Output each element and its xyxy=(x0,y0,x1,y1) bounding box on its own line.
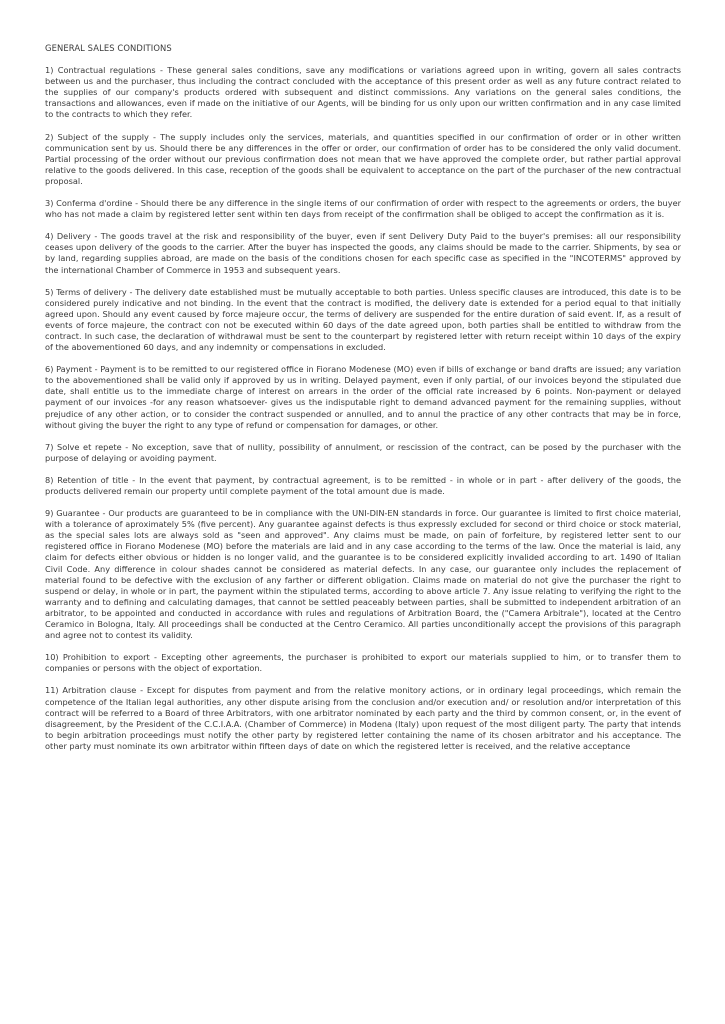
clause-3-conferma-ordine: 3) Conferma d'ordine - Should there be any difference in the single items of our confirmation of order with respect to the agreements or orders, the buyer who has not made a claim by registered letter sent within ten days from receipt of the confirmation shall be obliged to accept the confirmation as it is. xyxy=(45,198,681,220)
clause-11-arbitration-clause: 11) Arbitration clause - Except for disputes from payment and from the relative monitory actions, or in ordinary legal proceedings, which remain the competence of the Italian legal authorities, any other dispute arising from the conclusion and/or execution and/ or resolution and/or interpretation of this contract will be referred to a Board of three Arbitrators, with one arbitrator nominated by each party and the third by common consent, or, in the event of disagreement, by the President of the C.C.I.A.A. (Chamber of Commerce) in Modena (Italy) upon request of the most diligent party. The party that intends to begin arbitration proceedings must notify the other party by registered letter containing the name of its chosen arbitrator and his acceptance. The other party must nominate its own arbitrator within fifteen days of date on which the registered letter is received, and the relative acceptance xyxy=(45,685,681,751)
document-title: GENERAL SALES CONDITIONS xyxy=(45,43,172,53)
clause-4-delivery: 4) Delivery - The goods travel at the risk and responsibility of the buyer, even if sent Delivery Duty Paid to the buyer's premises: all our responsibility ceases upon delivery of the goods to the carrier. After the buyer has inspected the goods, any claims should be made to the carrier. Shipments, by sea or by land, regarding supplies abroad, are made on the basis of the conditions chosen for each specific case as specified in the "INCOTERMS" approved by the international Chamber of Commerce in 1953 and subsequent years. xyxy=(45,231,681,275)
clause-10-prohibition-to-export: 10) Prohibition to export - Excepting other agreements, the purchaser is prohibited to export our materials supplied to him, or to transfer them to companies or persons with the object of exportation. xyxy=(45,652,681,674)
clause-2-subject-of-supply: 2) Subject of the supply - The supply includes only the services, materials, and quantities specified in our confirmation of order or in other written communication sent by us. Should there be any differences in the offer or order, our confirmation of order has to be considered the only valid document. Partial processing of the order without our previous confirmation does not mean that we have approved the complete order, but rather partial approval relative to the goods delivered. In this case, reception of the goods shall be equivalent to acceptance on the part of the purchaser of the new contractual proposal. xyxy=(45,131,681,186)
clause-9-guarantee: 9) Guarantee - Our products are guaranteed to be in compliance with the UNI-DIN-EN standards in force. Our guarantee is limited to first choice material, with a tolerance of aproximately 5% (five percent). Any guarantee against defects is thus expressly excluded for second or third choice or stock material, as the special sales lots are always sold as "seen and approved". Any claims must be made, on pain of forfeiture, by registered letter sent to our registered office in Fiorano Modenese (MO) before the materials are laid and in any case according to the terms of the law. Once the material is laid, any claim for defects either obvious or hidden is no longer valid, and the guarantee is to be considered explicitly invalided according to art. 1490 of Italian Civil Code. Any difference in colour shades cannot be considered as material defects. In any case, our guarantee only includes the replacement of material found to be defective with the exclusion of any farther or different obligation. Claims made on material do not give the purchaser the right to suspend or delay, in whole or in part, the payment within the stipulated terms, according to above article 7. Any issue relating to verifying the right to the warranty and to defining and calculating damages, that cannot be settled peaceably between parties, shall be submitted to independent arbitration of an arbitrator, to be appointed and conducted in accordance with rules and regulations of Arbitration Board, the ("Camera Arbitrale"), located at the Centro Ceramico in Bologna, Italy. All proceedings shall be conducted at the Centro Ceramico. All parties unconditionally accept the provisions of this paragraph and agree not to contest its validity. xyxy=(45,508,681,641)
clause-5-terms-of-delivery: 5) Terms of delivery - The delivery date established must be mutually acceptable to both parties. Unless specific clauses are introduced, this date is to be considered purely indicative and not binding. In the event that the contract is modified, the delivery date is extended for a period equal to that initially agreed upon. Should any event caused by force majeure occur, the terms of delivery are suspended for the entire duration of said event. If, as a result of events of force majeure, the contract con not be executed within 60 days of the date agreed upon, both parties shall be entitled to withdraw from the contract. In such case, the declaration of withdrawal must be sent to the counterpart by registered letter with return receipt within 10 days of the expiry of the abovementioned 60 days, and any indemnity or compensations in excluded. xyxy=(45,286,681,353)
clause-7-solve-et-repete: 7) Solve et repete - No exception, save that of nullity, possibility of annulment, or rescission of the contract, can be posed by the purchaser with the purpose of delaying or avoiding payment. xyxy=(45,441,681,463)
clause-8-retention-of-title: 8) Retention of title - In the event that payment, by contractual agreement, is to be remitted - in whole or in part - after delivery of the goods, the products delivered remain our property until complete payment of the total amount due is made. xyxy=(45,474,681,496)
clause-6-payment: 6) Payment - Payment is to be remitted to our registered office in Fiorano Modenese (MO) even if bills of exchange or band drafts are issued; any variation to the abovementioned shall be valid only if approved by us in writing. Delayed payment, even if only partial, of our invoices beyond the stipulated due date, shall entitle us to the immediate charge of interest on arrears in the order of the official rate increased by 6 points. Non-payment or delayed payment of our invoices -for any reason whatsoever- gives us the indisputable right to demand advanced payment for the remaining supplies, without prejudice of any other action, or to consider the contract suspended or annulled, and to annul the practice of any other contracts that may be in force, without giving the buyer the right to any type of refund or compensation for damages, or other. xyxy=(45,364,681,430)
clause-1-contractual-regulations: 1) Contractual regulations - These general sales conditions, save any modifications or variations agreed upon in writing, govern all sales contracts between us and the purchaser, thus including the contract concluded with the acceptance of this present order as well as any future contract related to the supplies of our company's products ordered with subsequent and distinct commissions. Any variations on the general sales conditions, the transactions and allowances, even if made on the initiative of our Agents, will be binding for us only upon our written confirmation and in any case limited to the contracts to which they refer. xyxy=(45,65,681,120)
